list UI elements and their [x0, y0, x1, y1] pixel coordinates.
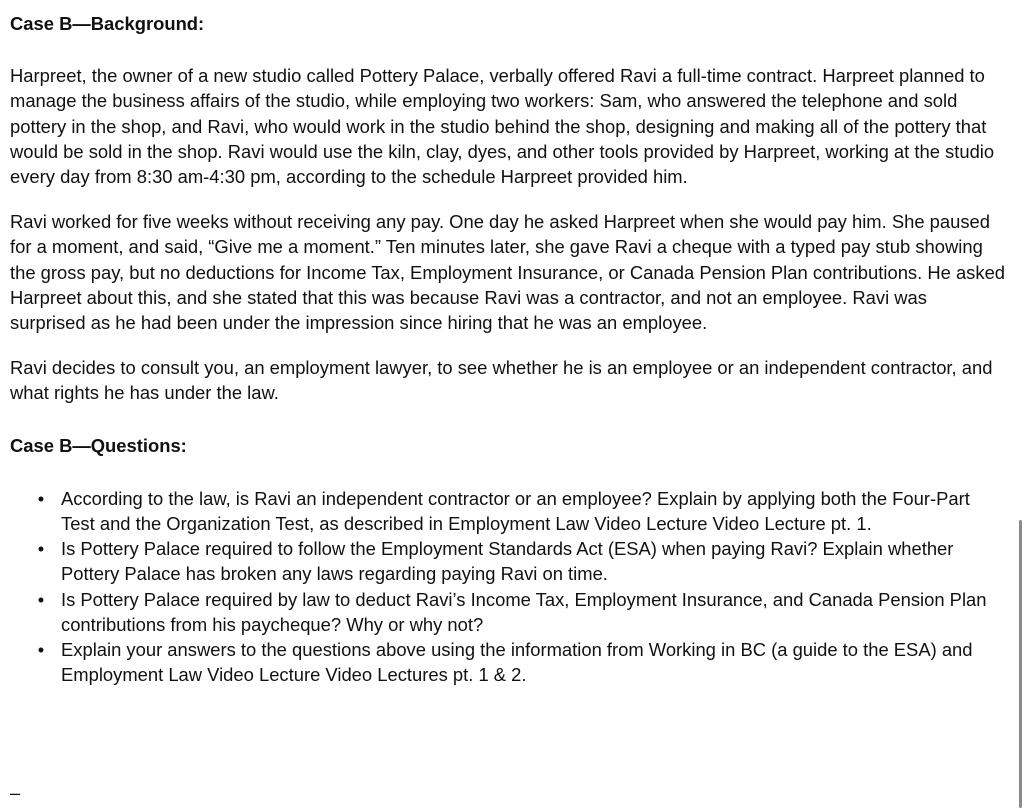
background-paragraph-3: Ravi decides to consult you, an employment lawyer, to see whether he is an employee or an independent contractor, and what rights he has under the law.	[10, 357, 993, 404]
bullet-icon: •	[37, 487, 45, 509]
questions-heading: Case B—Questions:	[10, 434, 187, 456]
trailing-dash: –	[10, 782, 21, 803]
background-paragraph-1: Harpreet, the owner of a new studio called Pottery Palace, verbally offered Ravi a full-time contract. Harpreet planned to manage the business affairs of the studio, while employing two workers: Sam, who answered the telephone and sold pottery in the shop, and Ravi, who would work in the studio behind the shop, designing and making all of the pottery that would be sold in the shop. Ravi would use the kiln, clay, dyes, and other tools provided by Harpreet, working at the studio every day from 8:30 am-4:30 pm, according to the schedule Harpreet provided him.	[10, 65, 995, 188]
question-item	[10, 637, 1006, 687]
question-text: According to the law, is Ravi an independent contractor or an employee? Explain by applying both the Four-Part Test and the Organization Test, as described in Employment Law Video Lecture Video Lecture pt. 1.	[61, 487, 970, 535]
bullet-icon: •	[37, 588, 45, 610]
case-document	[10, 11, 1006, 687]
bullet-icon: •	[37, 538, 45, 560]
question-item	[10, 536, 1006, 586]
background-paragraph-2: Ravi worked for five weeks without receiving any pay. One day he asked Harpreet when she would pay him. She paused for a moment, and said, “Give me a moment.” Ten minutes later, she gave Ravi a cheque with a typed pay stub showing the gross pay, but no deductions for Income Tax, Employment Insurance, or Canada Pension Plan contributions. He asked Harpreet about this, and she stated that this was because Ravi was a contractor, and not an employee. Ravi was surprised as he had been under the impression since hiring that he was an employee.	[10, 211, 1006, 334]
background-heading: Case B—Background:	[10, 13, 205, 34]
question-item	[10, 587, 1006, 637]
question-text: Explain your answers to the questions above using the information from Working in BC (a guide to the ESA) and Employment Law Video Lecture Video Lectures pt. 1 & 2.	[61, 639, 973, 686]
vertical-scrollbar[interactable]	[1019, 520, 1022, 808]
question-text: Is Pottery Palace required by law to deduct Ravi’s Income Tax, Employment Insurance, and Canada Pension Plan contributions from his paycheque? Why or why not?	[61, 588, 987, 635]
bullet-icon: •	[37, 639, 45, 661]
questions-list	[10, 486, 1006, 688]
question-text: Is Pottery Palace required to follow the Employment Standards Act (ESA) when paying Ravi? Explain whether Pottery Palace has broken any laws regarding paying Ravi on time.	[61, 538, 954, 585]
question-item	[10, 486, 1006, 536]
